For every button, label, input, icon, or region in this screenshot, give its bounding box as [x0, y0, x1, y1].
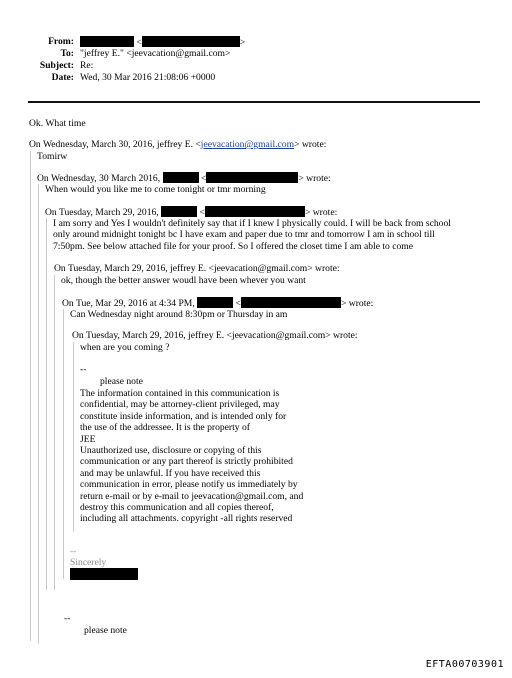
attribution-text: <	[199, 207, 205, 218]
attribution-text: > wrote:	[340, 298, 374, 309]
to-value: "jeffrey E." <jeevacation@gmail.com>	[80, 48, 231, 59]
signature-title: please note	[100, 376, 143, 387]
redaction-box	[241, 297, 341, 308]
date-value: Wed, 30 Mar 2016 21:08:06 +0000	[80, 72, 216, 83]
text-line: Unauthorized use, disclosure or copying of this	[80, 445, 262, 457]
text-line: I am sorry and Yes I wouldn't definitely say that if I knew I physically could. I will be back from school	[53, 218, 451, 229]
redaction-box	[80, 36, 134, 47]
to-label: To:	[60, 48, 74, 59]
redaction-box	[70, 568, 138, 580]
text-line: return e-mail or by e-mail to jeevacation@gmail.com, and	[80, 490, 304, 502]
date-label: Date:	[51, 72, 74, 83]
redaction-box	[142, 36, 240, 47]
text-line: only around midnight tonight bc I have exam and paper due to tmr and tomorrow I am in school till	[53, 229, 435, 241]
redaction-box	[163, 172, 199, 183]
email-link[interactable]: jeevacation@gmail.com	[200, 139, 295, 150]
quote-bar	[38, 184, 39, 644]
text-line: communication in error, please notify us immediately by	[80, 479, 298, 491]
subject-value: Re:	[80, 60, 94, 71]
from-gt: >	[239, 37, 246, 48]
quoted-text: Can Wednesday night around 8:30pm or Thursday in am	[70, 309, 288, 320]
quoted-paragraph	[53, 218, 451, 252]
signature-dash: --	[70, 546, 77, 557]
quote-attribution: On Tuesday, March 29, 2016, jeffrey E. <jeevacation@gmail.com> wrote:	[54, 263, 340, 274]
signature-note: please note	[84, 625, 127, 636]
quote-bar	[30, 151, 31, 641]
attribution-text: On Wednesday, 30 March 2016,	[37, 173, 161, 184]
redaction-box	[161, 206, 197, 217]
text-line: communication or any part thereof is strictly prohibited	[80, 456, 293, 468]
text-line: the use of the addressee. It is the property of	[80, 422, 250, 434]
quoted-text: ok, though the better answer woudl have been whever you want	[61, 275, 306, 286]
signature-redaction	[70, 568, 138, 581]
attribution-text: On Tuesday, March 29, 2016,	[45, 207, 159, 218]
quote-bar	[54, 275, 55, 590]
text-line: including all attachments. copyright -all rights reserved	[80, 513, 293, 525]
text-line: JEE	[80, 433, 96, 445]
quote-bar	[46, 218, 47, 590]
quote-attribution	[45, 206, 337, 218]
redaction-box	[197, 297, 233, 308]
attribution-text: > wrote:	[294, 139, 327, 150]
confidentiality-notice	[80, 388, 303, 525]
from-value	[80, 36, 245, 48]
subject-label: Subject:	[39, 60, 74, 71]
quoted-text: Tomirw	[37, 151, 68, 162]
signature-dash: --	[80, 364, 87, 375]
text-line: 7:50pm. See below attached file for your proof. So I offered the closet time I am able to come	[53, 240, 414, 252]
quote-attribution	[62, 297, 373, 309]
text-line: constitute inside information, and is intended only for	[80, 410, 287, 422]
attribution-text: On Wednesday, March 30, 2016, jeffrey E. <	[29, 139, 201, 150]
from-lt: <	[136, 37, 142, 48]
document-id: EFTA00703901	[425, 658, 504, 670]
from-label: From:	[48, 36, 74, 47]
text-line: and may be unlawful. If you have received this	[80, 467, 261, 479]
attribution-text: <	[235, 298, 241, 309]
quote-attribution	[29, 139, 326, 150]
sincerely-text: Sincerely	[70, 557, 107, 568]
signature-dash: --	[64, 613, 71, 624]
reply-text: Ok. What time	[29, 118, 86, 129]
attribution-text: <	[200, 173, 207, 184]
quote-bar	[73, 342, 74, 532]
quoted-text: when are you coming ?	[80, 342, 170, 353]
attribution-text: > wrote:	[304, 207, 338, 218]
text-line: destroy this communication and all copies thereof,	[80, 502, 274, 514]
quoted-text: When would you like me to come tonight or tmr morning	[45, 184, 266, 195]
text-line: confidential, may be attorney-client privileged, may	[80, 399, 280, 411]
attribution-text: On Tue, Mar 29, 2016 at 4:34 PM,	[62, 298, 195, 309]
redaction-box	[206, 172, 298, 183]
quote-attribution	[37, 172, 331, 184]
header-divider	[28, 101, 480, 103]
quote-attribution: On Tuesday, March 29, 2016, jeffrey E. <jeevacation@gmail.com> wrote:	[72, 330, 358, 341]
text-line: The information contained in this communication is	[80, 388, 280, 399]
quote-bar	[63, 309, 64, 579]
attribution-text: > wrote:	[298, 173, 331, 184]
redaction-box	[205, 206, 305, 217]
